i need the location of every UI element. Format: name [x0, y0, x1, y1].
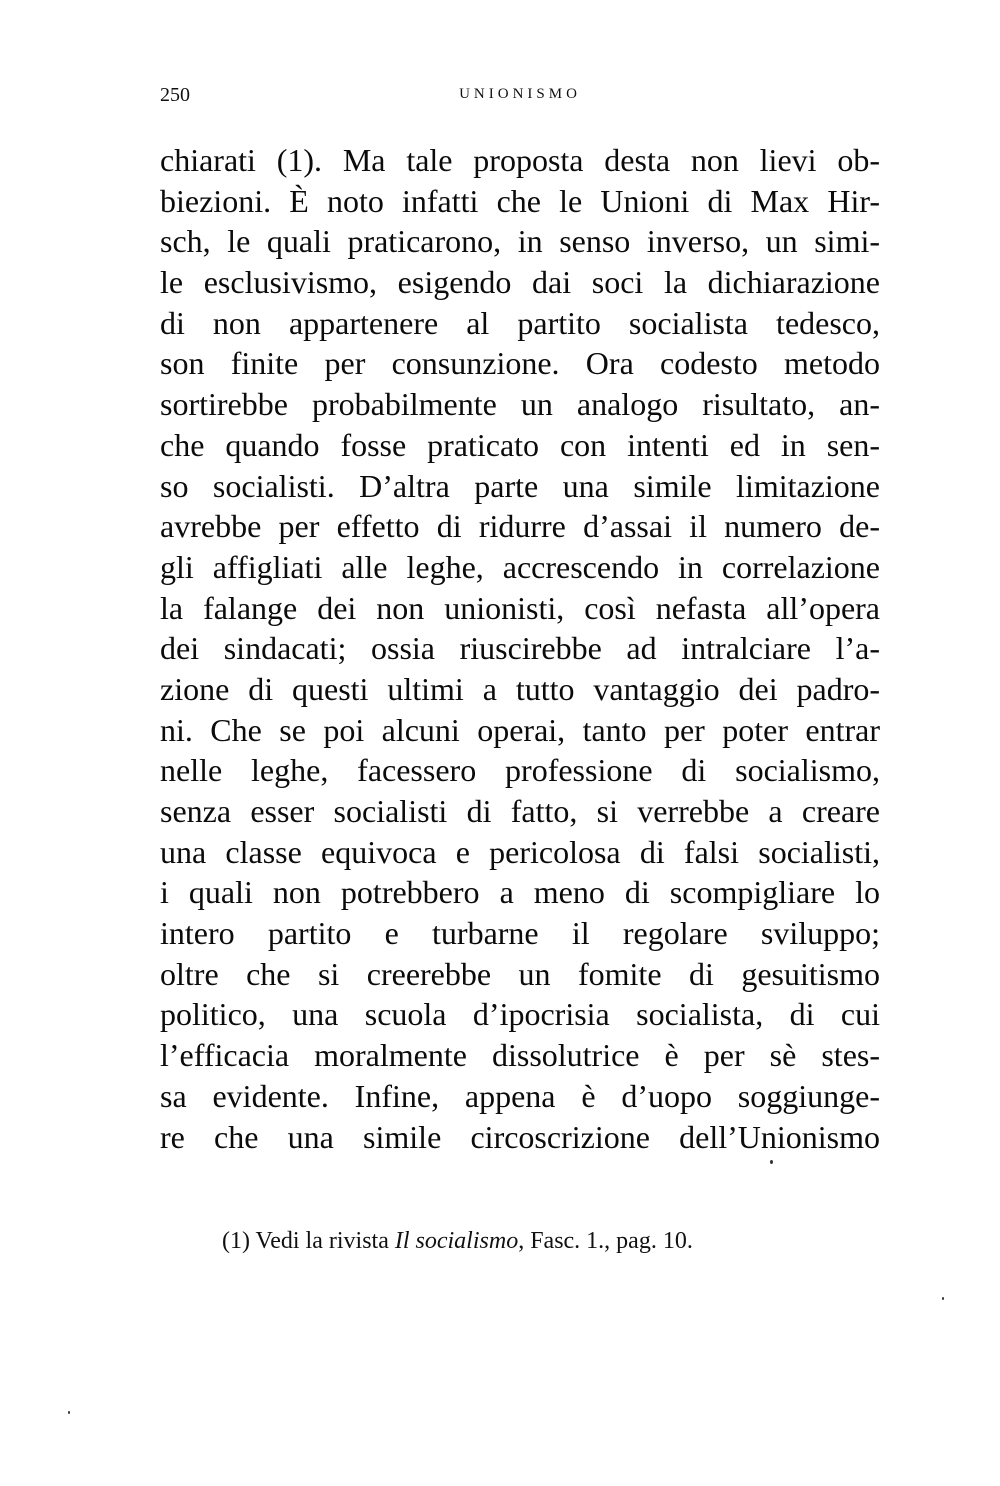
text-line: nelle leghe, facessero professione di socialismo,	[160, 752, 880, 789]
text-line: zione di questi ultimi a tutto vantaggio dei padro-	[160, 670, 880, 707]
scan-speck	[68, 1411, 70, 1414]
running-title: UNIONISMO	[459, 86, 581, 102]
text-line: la falange dei non unionisti, così nefasta all’opera	[160, 589, 880, 626]
text-line: di non appartenere al partito socialista tedesco,	[160, 304, 880, 341]
text-line: sa evidente. Infine, appena è d’uopo soggiunge-	[160, 1077, 880, 1114]
text-line: ni. Che se poi alcuni operai, tanto per poter entrar	[160, 711, 880, 748]
text-line: politico, una scuola d’ipocrisia socialista, di cui	[160, 996, 880, 1033]
text-line: le esclusivismo, esigendo dai soci la dichiarazione	[160, 264, 880, 301]
footnote	[222, 1228, 862, 1255]
text-line: una classe equivoca e pericolosa di falsi socialisti,	[160, 833, 880, 870]
footnote-title: Il socialismo	[394, 1228, 519, 1254]
body-text	[160, 140, 880, 1157]
footnote-suffix: , Fasc. 1., pag. 10.	[518, 1228, 693, 1254]
text-line: so socialisti. D’altra parte una simile limitazione	[160, 467, 880, 504]
text-line: son finite per consunzione. Ora codesto metodo	[160, 345, 880, 382]
text-line: sortirebbe probabilmente un analogo risultato, an-	[160, 386, 880, 423]
text-line: intero partito e turbarne il regolare sviluppo;	[160, 915, 880, 952]
text-line: dei sindacati; ossia riuscirebbe ad intralciare l’a-	[160, 630, 880, 667]
text-line: i quali non potrebbero a meno di scompigliare lo	[160, 874, 880, 911]
text-line: oltre che si creerebbe un fomite di gesuitismo	[160, 955, 880, 992]
text-line: che quando fosse praticato con intenti ed in sen-	[160, 426, 880, 463]
footnote-prefix: (1) Vedi la rivista	[222, 1228, 395, 1254]
text-line: chiarati (1). Ma tale proposta desta non lievi ob-	[160, 142, 880, 178]
text-line: sch, le quali praticarono, in senso inverso, un simi-	[160, 223, 880, 260]
text-line: gli affigliati alle leghe, accrescendo in correlazione	[160, 548, 880, 585]
text-line: biezioni. È noto infatti che le Unioni di Max Hir-	[160, 182, 880, 219]
scan-speck	[942, 1297, 944, 1300]
text-line: re che una simile circoscrizione dell’Unionismo	[160, 1118, 880, 1155]
running-head	[160, 84, 880, 118]
text-line: avrebbe per effetto di ridurre d’assai il numero de-	[160, 508, 880, 545]
text-line: senza esser socialisti di fatto, si verrebbe a creare	[160, 793, 880, 829]
page-number: 250	[160, 84, 190, 106]
scan-speck	[770, 1160, 773, 1164]
text-line: l’efficacia moralmente dissolutrice è per sè stes-	[160, 1037, 880, 1074]
